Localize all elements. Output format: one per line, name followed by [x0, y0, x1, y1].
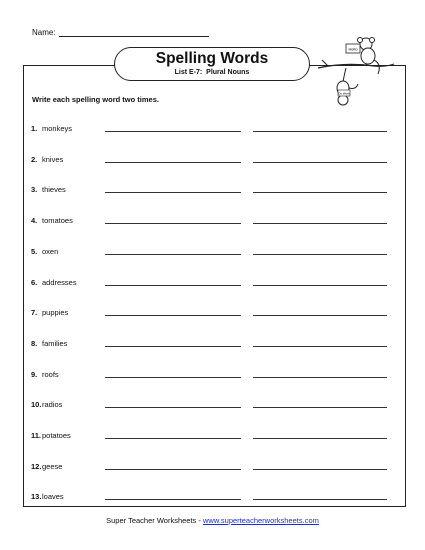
writing-line-2[interactable]	[253, 499, 387, 500]
spelling-word: families	[42, 338, 68, 348]
writing-line-1[interactable]	[105, 285, 241, 286]
spelling-word: loaves	[42, 492, 64, 502]
page-subtitle	[115, 69, 309, 77]
word-row	[31, 462, 391, 474]
spelling-word: puppies	[42, 308, 69, 318]
word-row	[31, 400, 391, 412]
writing-line-2[interactable]	[253, 192, 387, 193]
writing-line-2[interactable]	[253, 285, 387, 286]
writing-line-1[interactable]	[105, 499, 241, 500]
word-row	[31, 370, 391, 382]
spelling-word: addresses	[42, 277, 77, 287]
writing-line-2[interactable]	[253, 438, 387, 439]
list-label: List E-7:	[174, 69, 203, 76]
writing-line-2[interactable]	[253, 377, 387, 378]
writing-line-1[interactable]	[105, 192, 241, 193]
word-number: 7.	[31, 308, 38, 318]
monkeys-on-branch-icon	[316, 30, 396, 110]
name-field	[32, 28, 209, 37]
writing-line-2[interactable]	[253, 315, 387, 316]
word-row	[31, 124, 391, 136]
writing-line-1[interactable]	[105, 162, 241, 163]
writing-line-2[interactable]	[253, 469, 387, 470]
word-row	[31, 247, 391, 259]
word-number: 12.	[31, 461, 42, 471]
writing-line-2[interactable]	[253, 223, 387, 224]
spelling-word: roofs	[42, 369, 59, 379]
instructions: Write each spelling word two times.	[32, 95, 159, 104]
word-row	[31, 216, 391, 228]
writing-line-2[interactable]	[253, 346, 387, 347]
word-row	[31, 185, 391, 197]
word-row	[31, 431, 391, 443]
writing-line-1[interactable]	[105, 131, 241, 132]
writing-line-1[interactable]	[105, 377, 241, 378]
word-number: 10.	[31, 400, 42, 410]
writing-line-2[interactable]	[253, 162, 387, 163]
word-number: 4.	[31, 216, 38, 226]
hello-sign-text: Hello	[348, 46, 358, 52]
name-line[interactable]	[59, 28, 209, 37]
name-label: Name:	[32, 28, 56, 37]
spelling-word: knives	[42, 154, 64, 164]
word-number: 9.	[31, 369, 38, 379]
writing-line-1[interactable]	[105, 346, 241, 347]
footer	[0, 516, 425, 525]
spelling-word: potatoes	[42, 431, 71, 440]
word-row	[31, 308, 391, 320]
list-topic: Plural Nouns	[206, 69, 250, 76]
footer-link[interactable]: www.superteacherworksheets.com	[202, 516, 319, 525]
writing-line-1[interactable]	[105, 315, 241, 316]
spelling-word: radios	[42, 400, 63, 410]
word-number: 6.	[31, 277, 38, 287]
spelling-word: tomatoes	[42, 216, 73, 226]
writing-line-1[interactable]	[105, 407, 241, 408]
word-row	[31, 339, 391, 351]
word-row	[31, 155, 391, 167]
word-row	[31, 278, 391, 290]
writing-line-2[interactable]	[253, 254, 387, 255]
title-box	[114, 47, 310, 81]
word-number: 3.	[31, 185, 38, 195]
word-number: 11.	[31, 431, 42, 440]
spelling-word: monkeys	[42, 124, 73, 133]
word-number: 8.	[31, 338, 38, 348]
spelling-word: geese	[42, 461, 63, 471]
writing-line-1[interactable]	[105, 469, 241, 470]
writing-line-1[interactable]	[105, 254, 241, 255]
spelling-word: oxen	[42, 246, 59, 256]
word-row	[31, 492, 391, 504]
word-number: 1.	[31, 124, 38, 133]
footer-text: Super Teacher Worksheets -	[106, 516, 203, 525]
word-number: 13.	[31, 492, 42, 502]
page-title: Spelling Words	[155, 50, 269, 67]
writing-line-2[interactable]	[253, 131, 387, 132]
word-number: 2.	[31, 154, 38, 164]
spelling-word: thieves	[42, 185, 66, 195]
writing-line-2[interactable]	[253, 407, 387, 408]
writing-line-1[interactable]	[105, 223, 241, 224]
writing-line-1[interactable]	[105, 438, 241, 439]
do-work-sign-text: Do Work	[338, 91, 350, 96]
word-number: 5.	[31, 246, 38, 256]
